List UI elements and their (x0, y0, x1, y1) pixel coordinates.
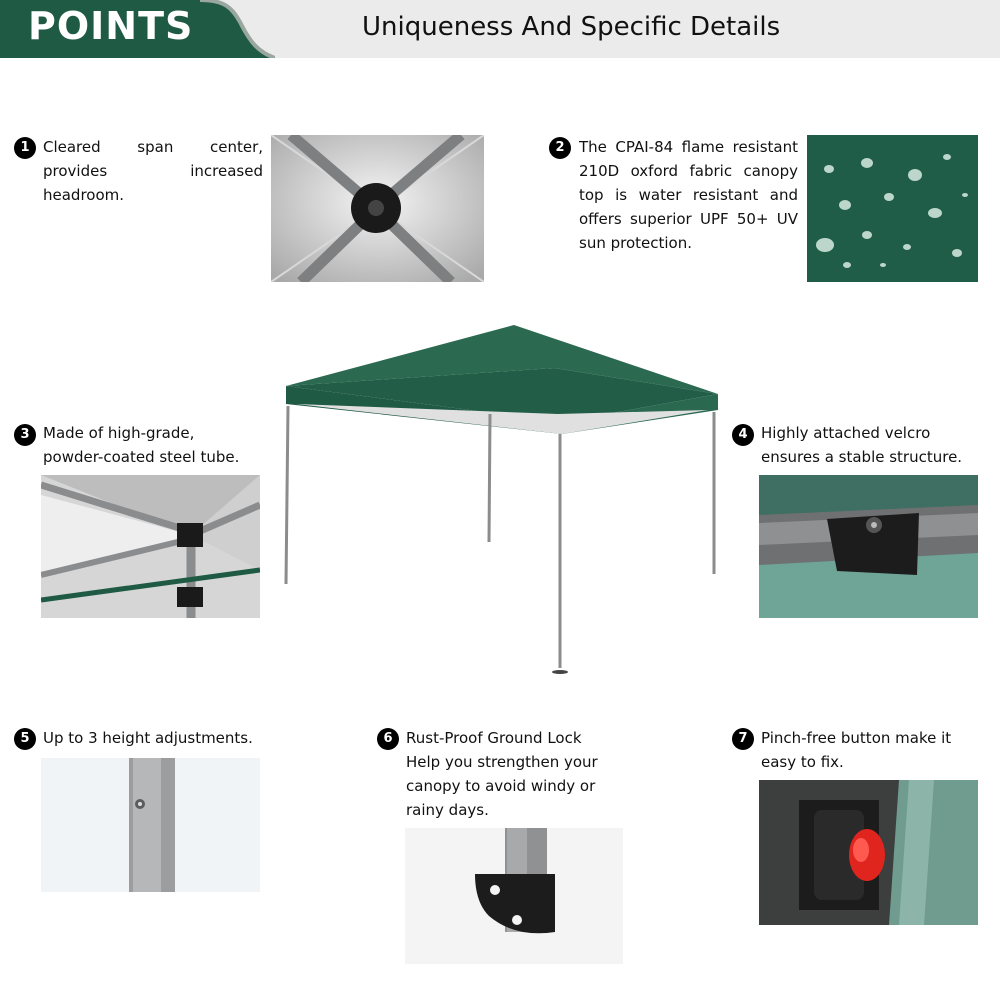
feature-3-text: Made of high-grade, powder-coated steel tube. (43, 424, 240, 466)
canopy-main-image (278, 322, 724, 678)
feature-6-title: Rust-Proof Ground Lock (406, 729, 582, 747)
photo-ground-lock (405, 828, 623, 964)
header-badge: POINTS (28, 4, 194, 48)
photo-center-hub (271, 135, 484, 282)
feature-2-text: The CPAI-84 flame resistant 210D oxford fabric canopy top is water resistant and offers superior UPF 50+ UV sun protection. (579, 138, 798, 252)
page-title: Uniqueness And Specific Details (362, 12, 781, 42)
feature-3-number: 3 (14, 424, 36, 446)
feature-5-text: Up to 3 height adjustments. (43, 729, 253, 747)
header-bar (0, 0, 1000, 58)
feature-6-text: Help you strengthen your canopy to avoid windy or rainy days. (406, 753, 598, 819)
photo-water-drops (807, 135, 978, 282)
feature-1-text: Cleared span center, provides increased headroom. (43, 138, 263, 204)
feature-1-number: 1 (14, 137, 36, 159)
photo-pinch-free-button (759, 780, 978, 925)
feature-4-text: Highly attached velcro ensures a stable structure. (761, 424, 963, 466)
photo-velcro (759, 475, 978, 618)
feature-2-number: 2 (549, 137, 571, 159)
feature-7-text: Pinch-free button make it easy to fix. (761, 729, 952, 771)
photo-steel-tube (41, 475, 260, 618)
feature-6-number: 6 (377, 728, 399, 750)
photo-height-adjust (41, 758, 260, 892)
feature-7-number: 7 (732, 728, 754, 750)
feature-5-number: 5 (14, 728, 36, 750)
feature-4-number: 4 (732, 424, 754, 446)
